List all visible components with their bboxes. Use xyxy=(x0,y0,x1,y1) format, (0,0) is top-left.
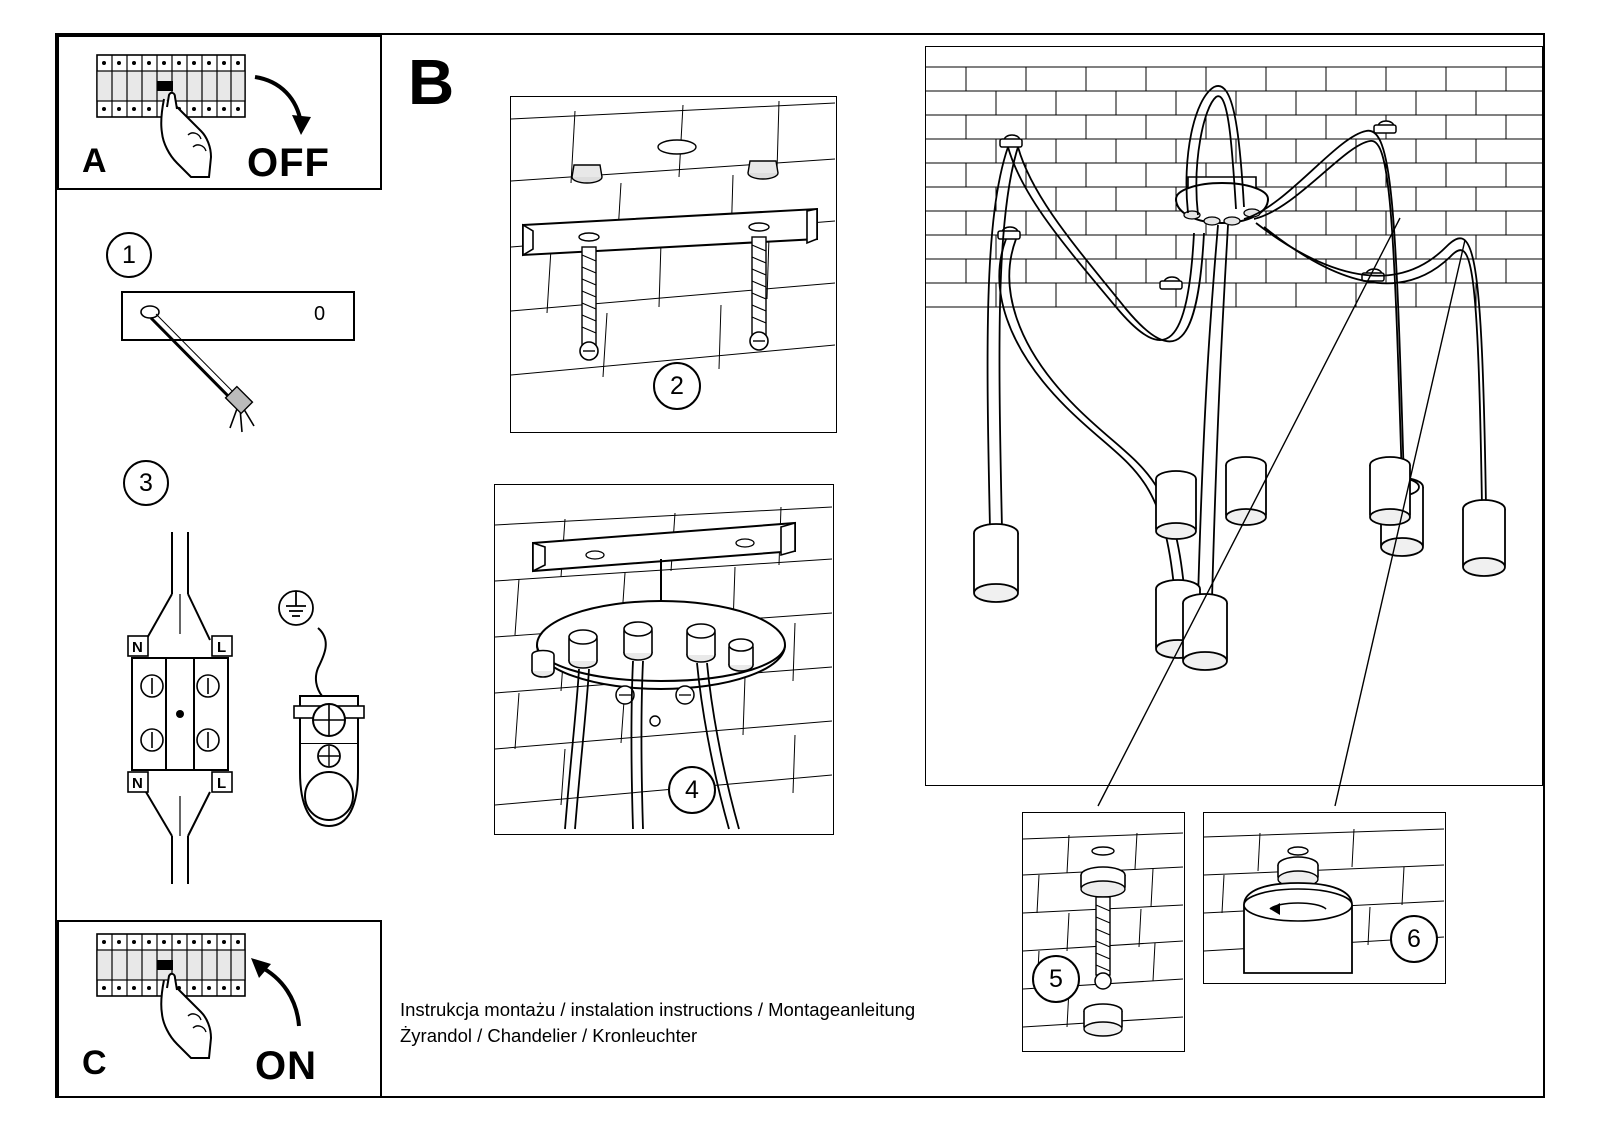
step-number-5-label: 5 xyxy=(1049,964,1063,993)
product-overview-box xyxy=(925,46,1543,786)
step-a-action-label: OFF xyxy=(247,141,330,185)
caption-line-1: Instrukcja montażu / instalation instructions / Montageanleitung xyxy=(400,999,916,1020)
svg-text:L: L xyxy=(217,775,227,792)
svg-text:0: 0 xyxy=(314,303,326,325)
step-number-3 xyxy=(123,460,169,506)
step-number-6 xyxy=(1390,915,1438,963)
step-number-6-label: 6 xyxy=(1407,924,1421,953)
svg-text:L: L xyxy=(217,639,227,656)
step-number-3-label: 3 xyxy=(139,468,153,497)
step-4-box xyxy=(494,484,834,835)
svg-text:N: N xyxy=(132,775,143,792)
step-number-2 xyxy=(653,362,701,410)
step-number-4-label: 4 xyxy=(685,775,699,804)
step-4-illustration xyxy=(495,485,832,833)
step-5-illustration xyxy=(1023,813,1183,1050)
svg-text:N: N xyxy=(132,639,143,656)
step-5-box xyxy=(1022,812,1185,1052)
step-c-illustration xyxy=(59,922,380,1096)
step-c-action-label: ON xyxy=(255,1044,317,1088)
step-3-terminal-illustration xyxy=(110,528,380,888)
step-c-box xyxy=(57,920,382,1098)
section-b-letter: B xyxy=(408,46,455,118)
step-number-1 xyxy=(106,232,152,278)
step-a-box xyxy=(57,35,382,190)
step-number-1-label: 1 xyxy=(122,240,136,269)
step-a-letter: A xyxy=(82,142,107,180)
step-number-4 xyxy=(668,766,716,814)
step-1-illustration xyxy=(118,288,378,448)
step-number-5 xyxy=(1032,955,1080,1003)
caption-line-2: Żyrandol / Chandelier / Kronleuchter xyxy=(400,1025,698,1046)
step-number-2-label: 2 xyxy=(670,371,684,400)
chandelier-illustration xyxy=(926,47,1542,785)
step-c-letter: C xyxy=(82,1044,107,1082)
step-a-illustration xyxy=(59,37,380,188)
